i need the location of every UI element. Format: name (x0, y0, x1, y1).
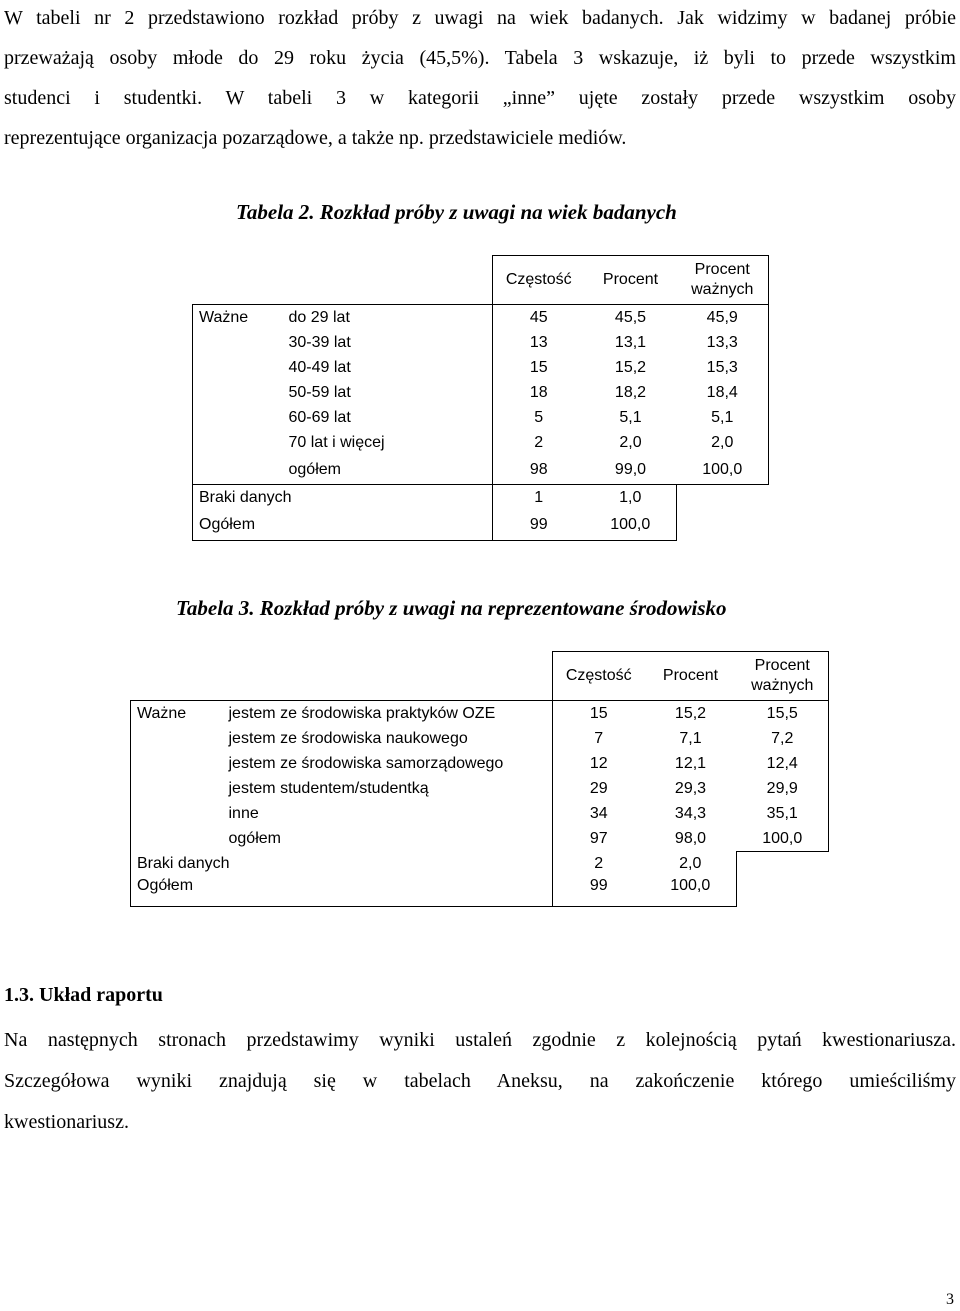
table-row (131, 726, 829, 751)
section-line: Szczegółowa wyniki znajdują się w tabelach Aneksu, na zakończenie którego umieściliśmy (4, 1070, 956, 1092)
table2-cell-pct: 2,0 (619, 433, 642, 451)
table2-total-label: Ogółem (193, 510, 493, 541)
table-row (131, 701, 829, 727)
table3-cell-freq: 99 (553, 877, 645, 907)
table2-header-freq: Częstość (493, 256, 585, 305)
table2-cell-freq: 99 (493, 510, 585, 541)
table2-row-label: 50-59 lat (288, 383, 351, 401)
table2-header-pct: Procent (585, 256, 677, 305)
table-row (131, 826, 829, 852)
table3-cell-pct: 7,1 (679, 729, 702, 747)
table3-cell-pct: 34,3 (674, 804, 707, 822)
table-row (193, 455, 769, 485)
table3-cell-pct: 2,0 (645, 852, 737, 878)
table3-row-label: jestem ze środowiska naukowego (228, 729, 468, 747)
table-row (193, 305, 769, 331)
table-row (131, 852, 829, 878)
table3-caption: Tabela 3. Rozkład próby z uwagi na reprezentowane środowisko (176, 596, 727, 620)
table3-row-label: inne (228, 804, 259, 822)
table3-row-label: jestem studentem/studentką (228, 779, 429, 797)
table2-cell-valid: 13,3 (677, 330, 769, 355)
table2-caption: Tabela 2. Rozkład próby z uwagi na wiek badanych (236, 200, 677, 224)
table-row (193, 330, 769, 355)
table3-total-label: Ogółem (131, 877, 553, 907)
table3-cell-pct: 100,0 (645, 877, 737, 907)
table3-row-label: jestem ze środowiska praktyków OZE (223, 701, 553, 727)
table3-header-freq: Częstość (553, 652, 645, 701)
section-line: kwestionariusz. (4, 1111, 129, 1133)
table2-header-empty (283, 256, 493, 305)
table3-row-label: jestem ze środowiska samorządowego (228, 754, 504, 772)
table2-cell-valid: 15,3 (677, 355, 769, 380)
table3-cell-pct: 98,0 (674, 829, 707, 847)
table2-cell-pct: 99,0 (614, 460, 647, 478)
table3-cell-freq: 12 (553, 751, 645, 776)
table-row (193, 355, 769, 380)
table2-cell-pct: 18,2 (614, 383, 647, 401)
table2-row-label: 60-69 lat (288, 408, 351, 426)
table2-row-label: 70 lat i więcej (288, 433, 385, 451)
table3-row-label: ogółem (228, 829, 281, 847)
section-line: Na następnych stronach przedstawimy wyniki ustaleń zgodnie z kolejnością pytań kwestionariusza. (4, 1029, 956, 1051)
table2-row-label: ogółem (288, 460, 341, 478)
intro-line: W tabeli nr 2 przedstawiono rozkład próby z uwagi na wiek badanych. Jak widzimy w badanej próbie (4, 7, 956, 29)
table3-group-label: Ważne (131, 701, 223, 727)
table2-cell-valid: 5,1 (677, 405, 769, 430)
table3-cell-valid: 7,2 (737, 726, 829, 751)
intro-paragraph (4, 0, 956, 158)
table-row (131, 877, 829, 907)
table3-header-row (131, 652, 829, 701)
table3-header-pct: Procent (645, 652, 737, 701)
table3-cell-valid: 12,4 (737, 751, 829, 776)
table2-cell-freq: 1 (493, 485, 585, 511)
table-row (193, 405, 769, 430)
table3-cell-freq: 34 (553, 801, 645, 826)
section-heading: 1.3. Układ raportu (4, 984, 163, 1006)
table3-cell-valid: 35,1 (737, 801, 829, 826)
table2-header-empty (193, 256, 283, 305)
table3-cell-freq: 29 (553, 776, 645, 801)
table2-cell-pct: 100,0 (585, 510, 677, 541)
table-row (131, 751, 829, 776)
table3-cell-valid: 100,0 (737, 826, 829, 852)
table3 (130, 651, 829, 907)
table2-cell-pct: 13,1 (614, 333, 647, 351)
table3-missing-label: Braki danych (131, 852, 553, 878)
table2-row-label: 40-49 lat (288, 358, 351, 376)
table3-cell-valid: 29,9 (737, 776, 829, 801)
table2-header-valid: Procent ważnych (677, 256, 769, 305)
table2-cell-valid: 45,9 (677, 305, 769, 331)
table3-cell-valid: 15,5 (737, 701, 829, 727)
intro-line: studenci i studentki. W tabeli 3 w kategorii „inne” ujęte zostały przede wszystkim osoby (4, 87, 956, 109)
table3-header-valid: Procent ważnych (737, 652, 829, 701)
table2-cell-freq: 5 (493, 405, 585, 430)
table3-cell-pct: 12,1 (674, 754, 707, 772)
table2-group-label: Ważne (193, 305, 283, 331)
table-row (193, 485, 769, 511)
table2-cell-pct: 5,1 (619, 408, 642, 426)
table2-missing-label: Braki danych (193, 485, 493, 511)
table2-cell-pct: 15,2 (614, 358, 647, 376)
table2-cell-valid: 2,0 (677, 430, 769, 455)
table3-cell-pct: 15,2 (645, 701, 737, 727)
intro-line: przeważają osoby młode do 29 roku życia (45,5%). Tabela 3 wskazuje, iż byli to przede wszystkim (4, 47, 956, 69)
section-paragraph (4, 1020, 956, 1143)
table-row (131, 776, 829, 801)
table-row (131, 801, 829, 826)
table3-cell-freq: 15 (553, 701, 645, 727)
table3-cell-freq: 2 (553, 852, 645, 878)
table2-cell-freq: 15 (493, 355, 585, 380)
table2-cell-freq: 13 (493, 330, 585, 355)
page-number: 3 (946, 1291, 954, 1308)
table2-cell-freq: 45 (493, 305, 585, 331)
table2-cell-pct: 1,0 (585, 485, 677, 511)
table2-row-label: 30-39 lat (288, 333, 351, 351)
table2-header-row (193, 256, 769, 305)
table3-cell-freq: 97 (553, 826, 645, 852)
table3-cell-pct: 29,3 (674, 779, 707, 797)
intro-line: reprezentujące organizacja pozarządowe, a także np. przedstawiciele mediów. (4, 127, 627, 149)
table3-cell-freq: 7 (553, 726, 645, 751)
table2-cell-freq: 98 (493, 455, 585, 485)
table2-cell-pct: 45,5 (585, 305, 677, 331)
table-row (193, 510, 769, 541)
table2-cell-valid: 100,0 (677, 455, 769, 485)
table2 (192, 255, 769, 541)
table-row (193, 430, 769, 455)
table2-cell-valid: 18,4 (677, 380, 769, 405)
table-row (193, 380, 769, 405)
table2-cell-freq: 2 (493, 430, 585, 455)
table2-cell-freq: 18 (493, 380, 585, 405)
table2-row-label: do 29 lat (283, 305, 493, 331)
